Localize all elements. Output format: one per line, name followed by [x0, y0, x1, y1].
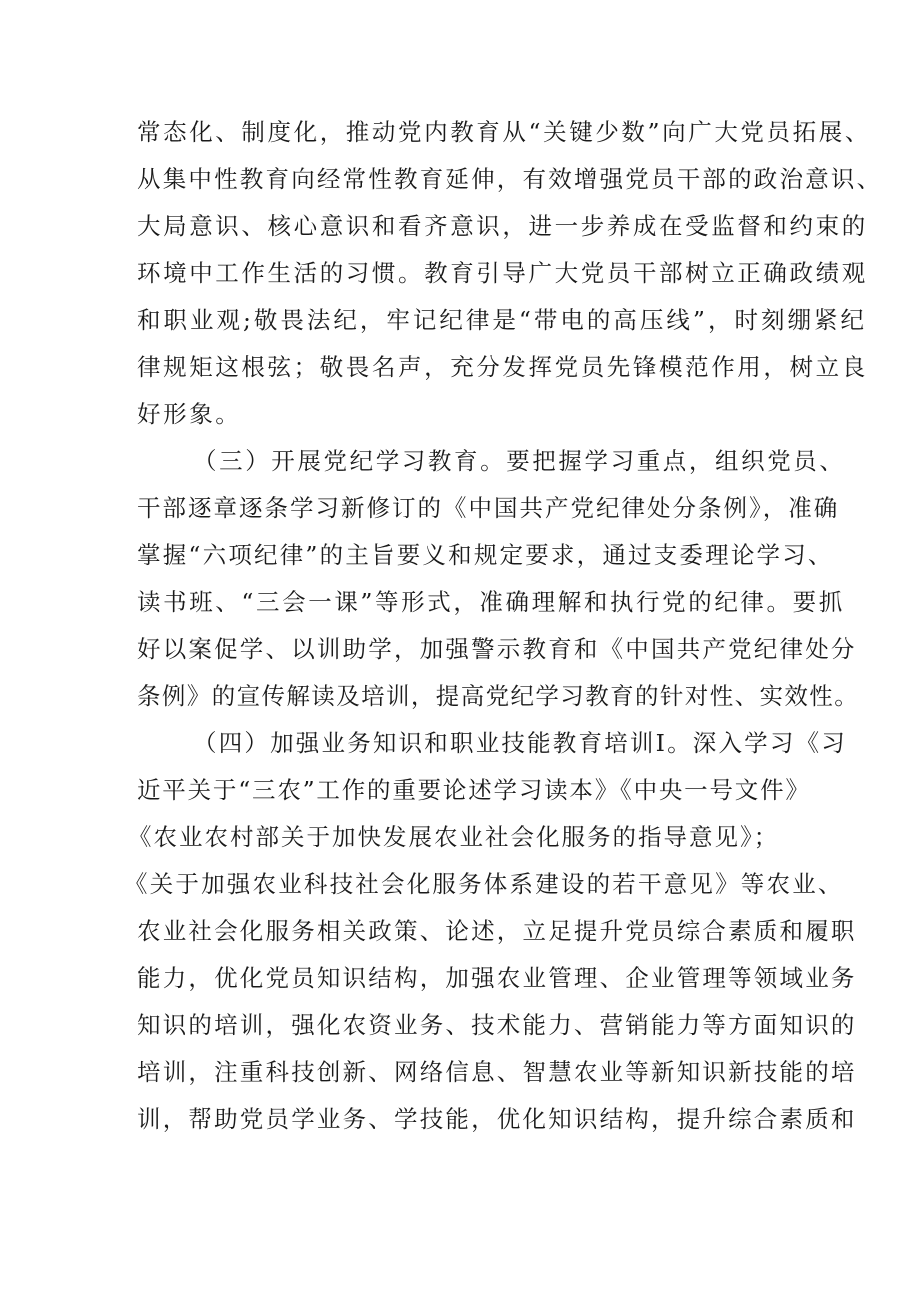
text-line: 常态化、制度化，推动党内教育从“关键少数”向广大党员拓展、 — [137, 118, 871, 146]
text-line: 好形象。 — [137, 400, 242, 428]
text-line: 近平关于“三农”工作的重要论述学习读本》《中央一号文件》 — [137, 776, 811, 804]
text-line: 好以案促学、以训助学，加强警示教育和《中国共产党纪律处分 — [137, 635, 857, 663]
text-line: 和职业观;敬畏法纪，牢记纪律是“带电的高压线”，时刻绷紧纪 — [137, 306, 867, 334]
text-line: 干部逐章逐条学习新修订的《中国共产党纪律处分条例》，准确 — [137, 494, 840, 522]
text-line: 从集中性教育向经常性教育延伸，有效增强党员干部的政治意识、 — [137, 165, 883, 193]
section-heading-4: （四）加强业务知识和职业技能教育培训I。深入学习《习 — [193, 729, 847, 757]
text-line: 《关于加强农业科技社会化服务体系建设的若干意见》等农业、 — [124, 870, 844, 898]
text-line: 《农业农村部关于加快发展农业社会化服务的指导意见》； — [128, 823, 780, 851]
text-line: 农业社会化服务相关政策、论述，立足提升党员综合素质和履职 — [137, 917, 857, 945]
text-line: 环境中工作生活的习惯。教育引导广大党员干部树立正确政绩观 — [137, 259, 868, 287]
text-line: 训，帮助党员学业务、学技能，优化知识结构，提升综合素质和 — [137, 1105, 857, 1133]
section-heading-3: （三）开展党纪学习教育。要把握学习重点，组织党员、 — [193, 447, 846, 475]
text-line: 律规矩这根弦；敬畏名声，充分发挥党员先锋模范作用，树立良 — [137, 353, 868, 381]
text-line: 知识的培训，强化农资业务、技术能力、营销能力等方面知识的 — [137, 1011, 857, 1039]
text-line: 能力，优化党员知识结构，加强农业管理、企业管理等领域业务 — [137, 964, 857, 992]
text-line: 大局意识、核心意识和看齐意识，进一步养成在受监督和约束的 — [137, 212, 868, 240]
text-line: 掌握“六项纪律”的主旨要义和规定要求，通过支委理论学习、 — [137, 541, 834, 569]
text-line: 条例》的宣传解读及培训，提高党纪学习教育的针对性、实效性。 — [137, 682, 860, 710]
text-line: 读书班、“三会一课”等形式，准确理解和执行党的纪律。要抓 — [137, 588, 845, 616]
text-line: 培训，注重科技创新、网络信息、智慧农业等新知识新技能的培 — [137, 1058, 857, 1086]
